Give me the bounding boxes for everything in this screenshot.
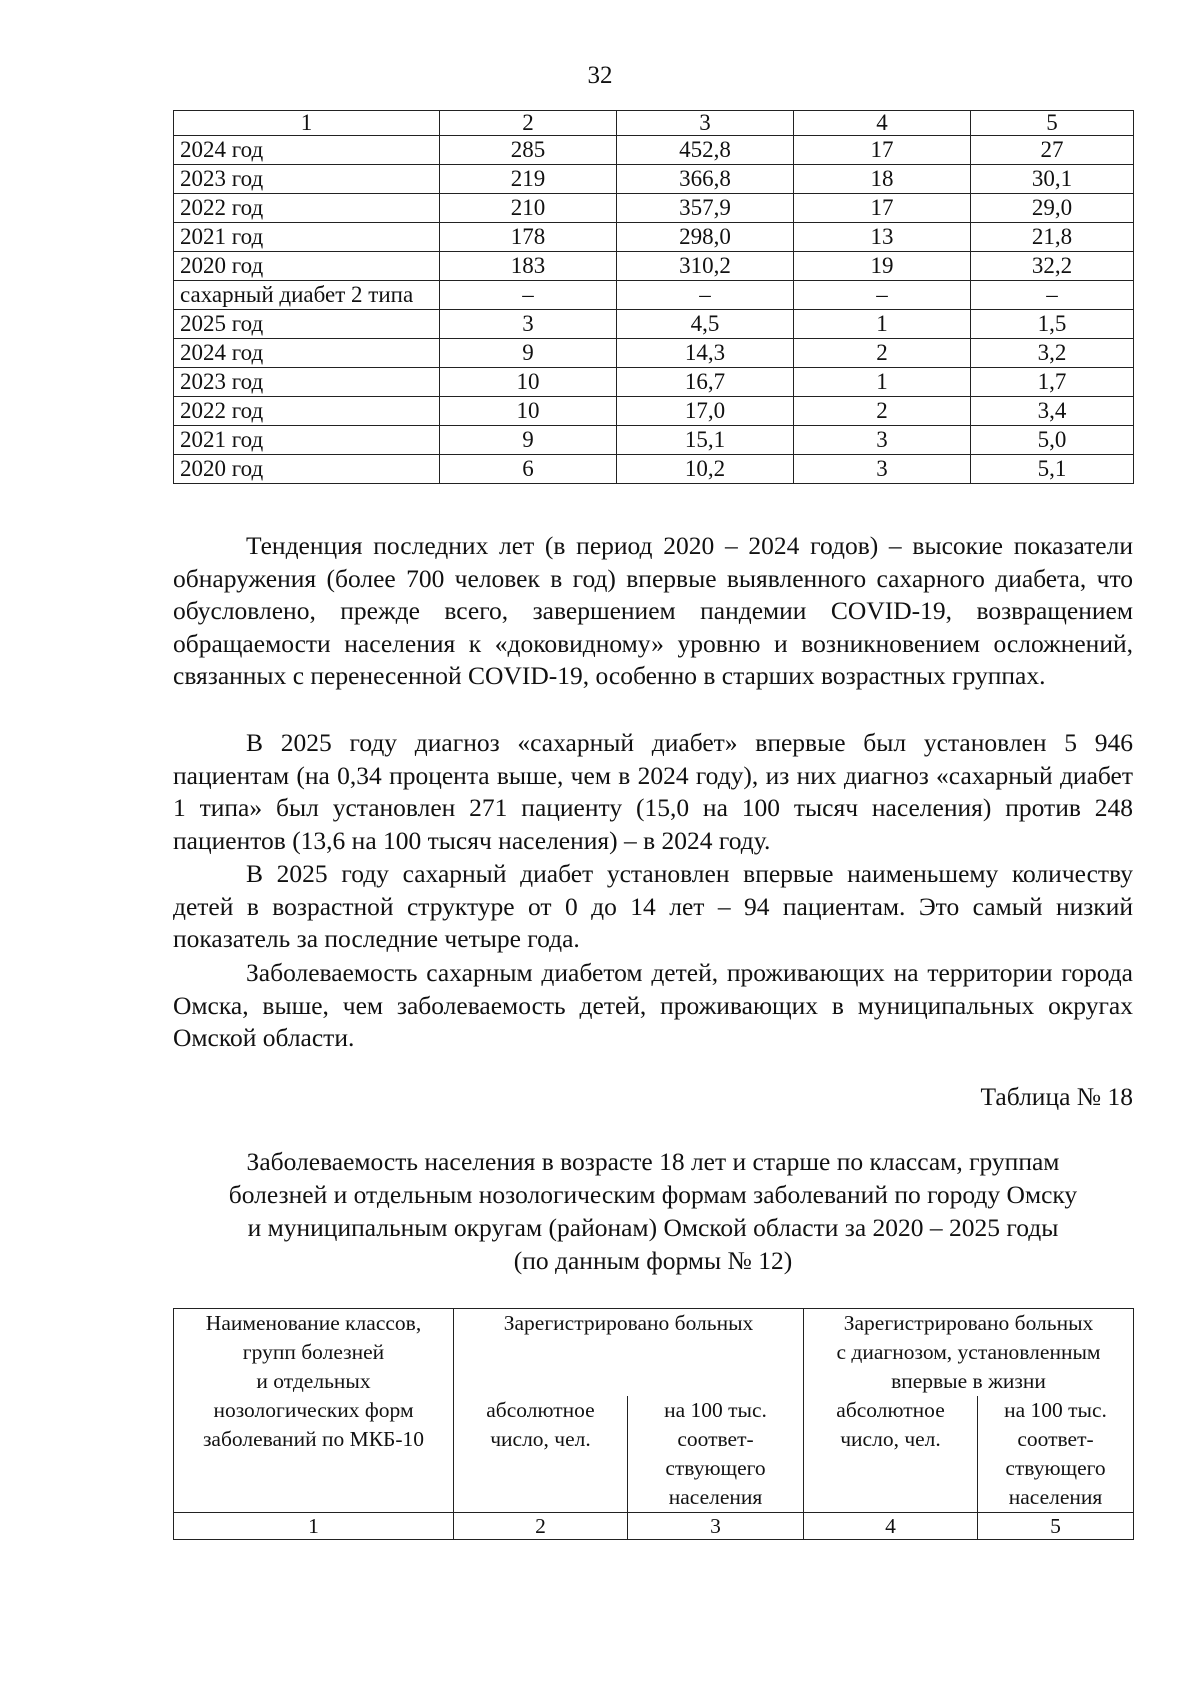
- table-row: [174, 368, 1134, 397]
- value-cell: 285: [440, 136, 617, 165]
- row-label-cell: 2020 год: [174, 455, 440, 484]
- value-cell: 3: [794, 426, 971, 455]
- header-absolute-number: абсолютное число, чел.: [454, 1396, 628, 1513]
- table-row: [174, 339, 1134, 368]
- value-cell: 32,2: [971, 252, 1134, 281]
- paragraph-omsk-incidence: Заболеваемость сахарным диабетом детей, проживающих на территории города Омска, выше, чем заболеваемость детей, проживающих в муниципальных округах Омской области.: [173, 958, 1133, 1052]
- value-cell: 21,8: [971, 223, 1134, 252]
- table-row: [174, 310, 1134, 339]
- value-cell: 1,5: [971, 310, 1134, 339]
- paragraph-2025-diagnosis: В 2025 году диагноз «сахарный диабет» впервые был установлен 5 946 пациентам (на 0,34 процента выше, чем в 2024 году), из них диагноз «сахарный диабет 1 типа» был установлен 271 пациенту (15,0 на 100 тысяч населения) против 248 пациентов (13,6 на 100 тысяч населения) – в 2024 году.: [173, 728, 1133, 855]
- row-label-cell: 2021 год: [174, 223, 440, 252]
- value-cell: 3: [794, 455, 971, 484]
- row-label-cell: 2022 год: [174, 194, 440, 223]
- value-cell: 10,2: [617, 455, 794, 484]
- value-cell: 2: [794, 339, 971, 368]
- value-cell: 357,9: [617, 194, 794, 223]
- value-cell: 219: [440, 165, 617, 194]
- header-absolute-number-first: абсолютное число, чел.: [804, 1396, 978, 1513]
- value-cell: –: [617, 281, 794, 310]
- row-label-cell: 2023 год: [174, 165, 440, 194]
- value-cell: 18: [794, 165, 971, 194]
- table-title-line: болезней и отдельным нозологическим формам заболеваний по городу Омску: [228, 1180, 1078, 1209]
- value-cell: 10: [440, 368, 617, 397]
- value-cell: 5,1: [971, 455, 1134, 484]
- column-number: 1: [174, 1513, 454, 1540]
- header-disease-name: Наименование классов, групп болезней и отдельных нозологических форм заболеваний по МКБ-10: [174, 1309, 454, 1513]
- value-cell: 298,0: [617, 223, 794, 252]
- page-number: 32: [587, 62, 613, 89]
- value-cell: 27: [971, 136, 1134, 165]
- value-cell: 183: [440, 252, 617, 281]
- upper-table-body: [174, 111, 1134, 484]
- value-cell: 452,8: [617, 136, 794, 165]
- table-title-line: и муниципальным округам (районам) Омской области за 2020 – 2025 годы: [247, 1213, 1059, 1242]
- value-cell: 29,0: [971, 194, 1134, 223]
- row-label-cell: 2022 год: [174, 397, 440, 426]
- column-number: 3: [628, 1513, 804, 1540]
- row-label-cell: 2024 год: [174, 339, 440, 368]
- table-row: [174, 426, 1134, 455]
- value-cell: 3,4: [971, 397, 1134, 426]
- table-title-line: (по данным формы № 12): [513, 1246, 793, 1275]
- paragraph-trend: Тенденция последних лет (в период 2020 – 2024 годов) – высокие показатели обнаружения (более 700 человек в год) впервые выявленного сахарного диабета, что обусловлено, прежде всего, завершением пандемии COVID-19, возвращением обращаемости населения к «доковидному» уровню и возникновением осложнений, связанных с перенесенной COVID-19, особенно в старших возрастных группах.: [173, 531, 1133, 690]
- column-number: 2: [454, 1513, 628, 1540]
- table-row: [174, 165, 1134, 194]
- value-cell: 13: [794, 223, 971, 252]
- value-cell: 17: [794, 194, 971, 223]
- value-cell: 9: [440, 339, 617, 368]
- value-cell: 17: [794, 136, 971, 165]
- table-row: [174, 252, 1134, 281]
- value-cell: 2: [794, 397, 971, 426]
- row-label-cell: 2020 год: [174, 252, 440, 281]
- table-row: [174, 281, 1134, 310]
- table-title-line: Заболеваемость населения в возрасте 18 лет и старше по классам, группам: [246, 1147, 1060, 1176]
- value-cell: –: [794, 281, 971, 310]
- value-cell: 6: [440, 455, 617, 484]
- row-label-cell: 2021 год: [174, 426, 440, 455]
- value-cell: 9: [440, 426, 617, 455]
- row-label-cell: 2024 год: [174, 136, 440, 165]
- row-label-cell: 1: [174, 111, 440, 136]
- paragraph-children: В 2025 году сахарный диабет установлен впервые наименьшему количеству детей в возрастной структуре от 0 до 14 лет – 94 пациентам. Это самый низкий показатель за последние четыре года.: [173, 859, 1133, 953]
- value-cell: 366,8: [617, 165, 794, 194]
- header-per-100k: на 100 тыс. соответ- ствующего населения: [628, 1396, 804, 1513]
- value-cell: –: [971, 281, 1134, 310]
- table-row: [174, 397, 1134, 426]
- value-cell: 210: [440, 194, 617, 223]
- column-number: 5: [978, 1513, 1134, 1540]
- table-row: [174, 223, 1134, 252]
- value-cell: 4,5: [617, 310, 794, 339]
- row-label-cell: сахарный диабет 2 типа: [174, 281, 440, 310]
- value-cell: 5: [971, 111, 1134, 136]
- table-row: [174, 136, 1134, 165]
- upper-data-table: [173, 110, 1134, 484]
- value-cell: 2: [440, 111, 617, 136]
- table-row: [174, 455, 1134, 484]
- value-cell: 15,1: [617, 426, 794, 455]
- table-title: [173, 1145, 1133, 1277]
- value-cell: 3: [440, 310, 617, 339]
- value-cell: 5,0: [971, 426, 1134, 455]
- header-registered: Зарегистрировано больных: [454, 1309, 804, 1397]
- table-number-label: Таблица № 18: [980, 1082, 1133, 1111]
- row-label-cell: 2025 год: [174, 310, 440, 339]
- row-label-cell: 2023 год: [174, 368, 440, 397]
- column-number: 4: [804, 1513, 978, 1540]
- table-18-header: [173, 1308, 1134, 1540]
- table-row: [174, 194, 1134, 223]
- value-cell: 19: [794, 252, 971, 281]
- value-cell: 14,3: [617, 339, 794, 368]
- header-registered-first-time: Зарегистрировано больных с диагнозом, установленным впервые в жизни: [804, 1309, 1134, 1397]
- value-cell: 3,2: [971, 339, 1134, 368]
- value-cell: 1: [794, 310, 971, 339]
- value-cell: 1,7: [971, 368, 1134, 397]
- value-cell: 10: [440, 397, 617, 426]
- table-header-row: [174, 111, 1134, 136]
- value-cell: 30,1: [971, 165, 1134, 194]
- value-cell: 1: [794, 368, 971, 397]
- value-cell: –: [440, 281, 617, 310]
- header-per-100k-first: на 100 тыс. соответ- ствующего населения: [978, 1396, 1134, 1513]
- value-cell: 17,0: [617, 397, 794, 426]
- value-cell: 4: [794, 111, 971, 136]
- value-cell: 178: [440, 223, 617, 252]
- value-cell: 310,2: [617, 252, 794, 281]
- value-cell: 3: [617, 111, 794, 136]
- value-cell: 16,7: [617, 368, 794, 397]
